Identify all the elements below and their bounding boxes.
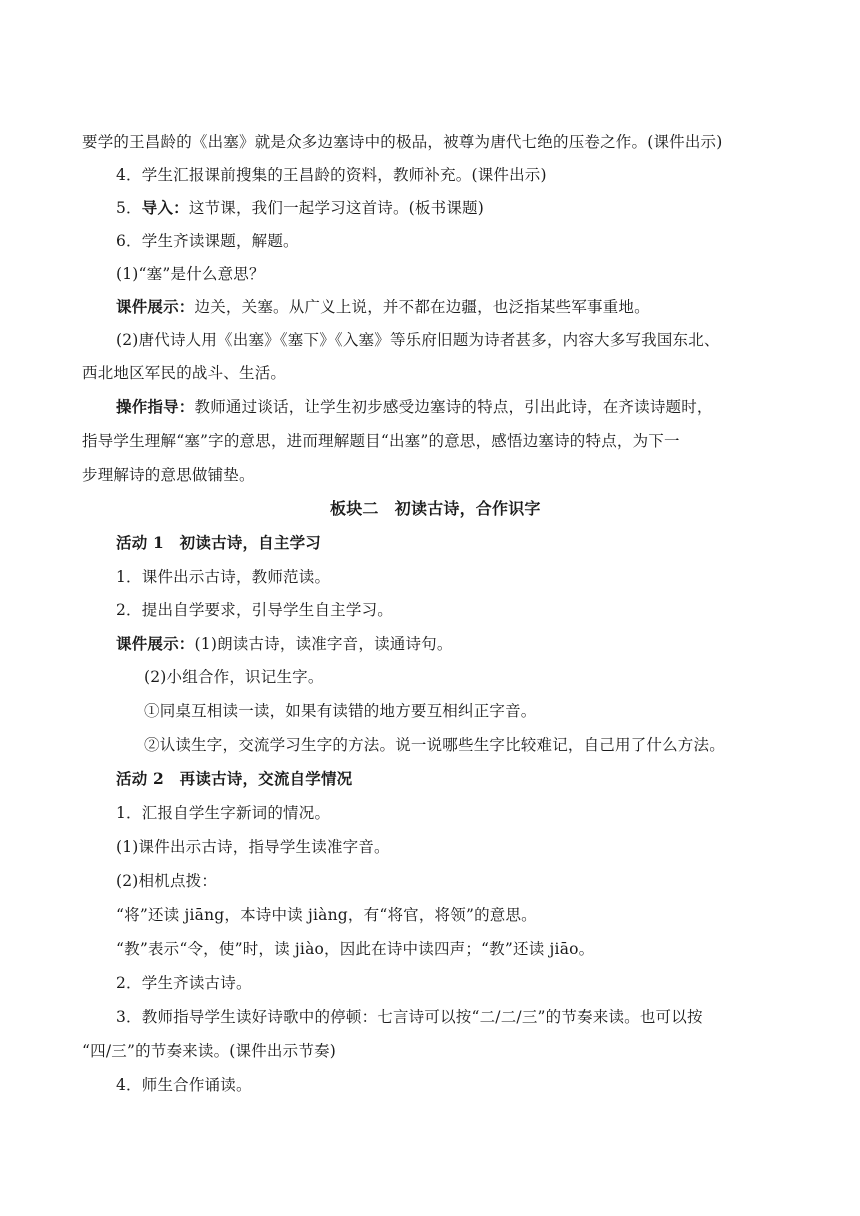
paragraph-line: 3．教师指导学生读好诗歌中的停顿：七言诗可以按“二/二/三”的节奏来读。也可以按 xyxy=(116,1008,703,1026)
bold-label: 课件展示： xyxy=(116,297,195,316)
item-text: 教师通过谈话，让学生初步感受边塞诗的特点，引出此诗，在齐读诗题时， xyxy=(194,398,713,416)
paragraph-line xyxy=(116,197,484,219)
bold-label: 导入： xyxy=(141,198,189,217)
paragraph-line: 步理解诗的意思做铺垫。 xyxy=(82,466,255,484)
paragraph-line: ①同桌互相读一读，如果有读错的地方要互相纠正字音。 xyxy=(144,702,537,720)
paragraph-line: (2)小组合作，识记生字。 xyxy=(144,668,324,686)
paragraph-line: (2)相机点拨： xyxy=(116,872,218,890)
activity-heading: 活动 2 再读古诗，交流自学情况 xyxy=(116,769,353,788)
paragraph-line: 2．提出自学要求，引导学生自主学习。 xyxy=(116,601,393,619)
item-text: 边关，关塞。从广义上说，并不都在边疆，也泛指某些军事重地。 xyxy=(194,298,650,316)
paragraph-line: 4．学生汇报课前搜集的王昌龄的资料，教师补充。(课件出示) xyxy=(116,166,547,184)
paragraph-line: 1．课件出示古诗，教师范读。 xyxy=(116,568,331,586)
paragraph-line: 指导学生理解“塞”字的意思，进而理解题目“出塞”的意思，感悟边塞诗的特点，为下一 xyxy=(82,432,680,450)
item-text: 这节课，我们一起学习这首诗。(板书课题) xyxy=(188,199,484,217)
paragraph-line: ②认读生字，交流学习生字的方法。说一说哪些生字比较难记，自己用了什么方法。 xyxy=(144,736,725,754)
bold-label: 操作指导： xyxy=(116,397,195,416)
paragraph-line: (2)唐代诗人用《出塞》《塞下》《入塞》等乐府旧题为诗者甚多，内容大多写我国东北、 xyxy=(116,331,720,349)
paragraph-line xyxy=(116,633,453,655)
paragraph-line: 2．学生齐读古诗。 xyxy=(116,974,252,992)
paragraph-line: “教”表示“令，使”时，读 jiào，因此在诗中读四声；“教”还读 jiāo。 xyxy=(116,940,595,958)
paragraph-line xyxy=(116,296,650,318)
paragraph-line: (1)“塞”是什么意思？ xyxy=(116,265,265,283)
bold-label: 课件展示： xyxy=(116,634,195,653)
paragraph-line: (1)课件出示古诗，指导学生读准字音。 xyxy=(116,838,390,856)
item-text: (1)朗读古诗，读准字音，读通诗句。 xyxy=(194,635,453,653)
paragraph-line: “四/三”的节奏来读。(课件出示节奏) xyxy=(82,1042,336,1060)
paragraph-line: 要学的王昌龄的《出塞》就是众多边塞诗中的极品，被尊为唐代七绝的压卷之作。(课件出示) xyxy=(82,133,723,151)
activity-heading: 活动 1 初读古诗，自主学习 xyxy=(116,533,321,552)
paragraph-line xyxy=(116,396,713,418)
paragraph-line: 1．汇报自学生字新词的情况。 xyxy=(116,804,331,822)
paragraph-line: “将”还读 jiāng，本诗中读 jiàng，有“将官，将领”的意思。 xyxy=(116,906,537,924)
paragraph-line: 西北地区军民的战斗、生活。 xyxy=(82,364,287,382)
item-number: 5． xyxy=(116,199,142,217)
section-heading: 板块二 初读古诗，合作识字 xyxy=(330,499,541,518)
paragraph-line: 6．学生齐读课题，解题。 xyxy=(116,232,299,250)
paragraph-line: 4．师生合作诵读。 xyxy=(116,1076,252,1094)
